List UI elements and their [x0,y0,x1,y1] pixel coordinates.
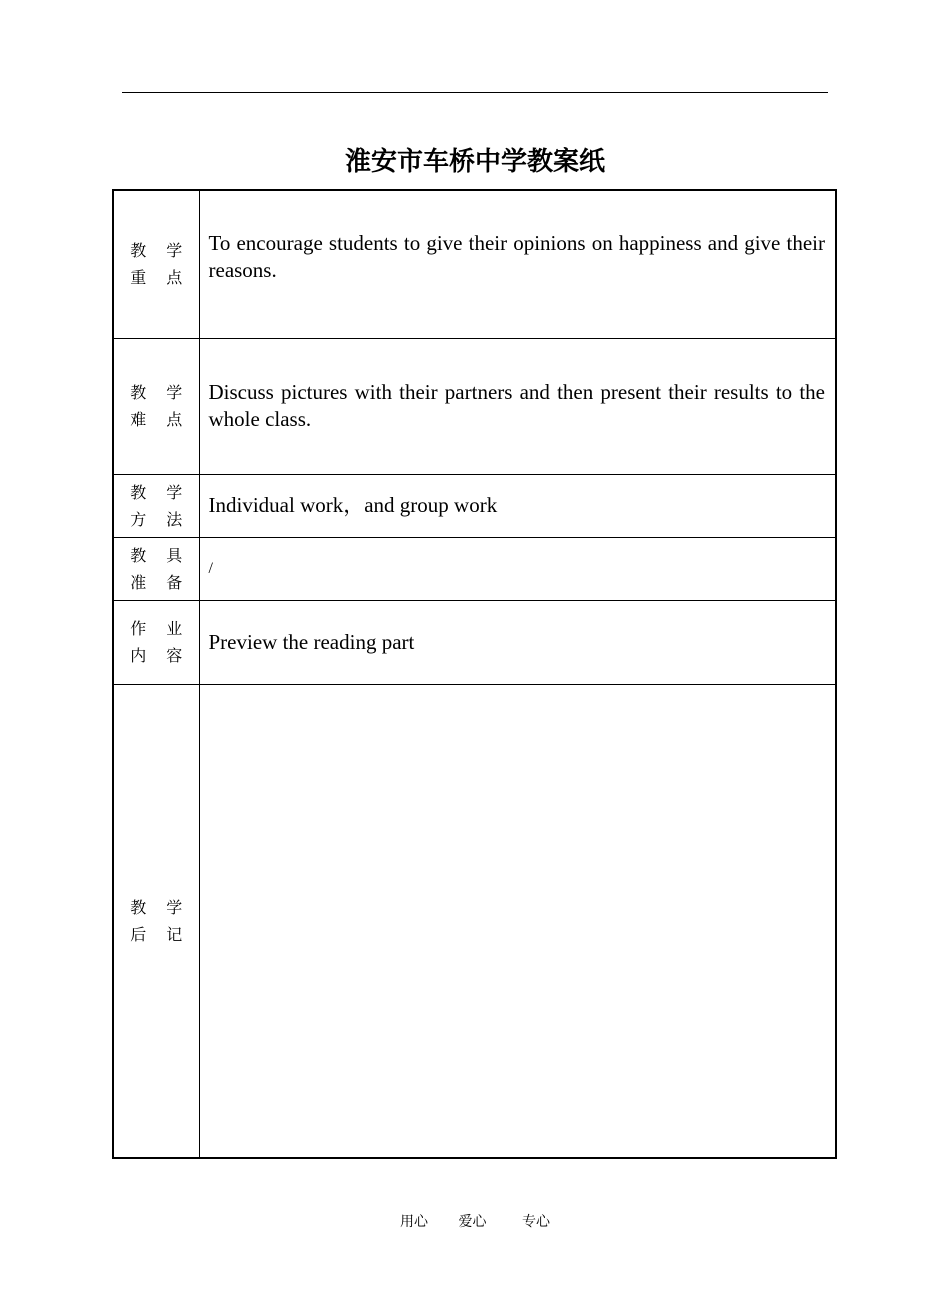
label-char: 法 [166,509,183,529]
table-row-reflection [113,684,836,1158]
label-char: 教 [130,545,147,565]
footer-word: 爱心 [458,1214,487,1230]
label-char: 学 [166,897,183,917]
label-char: 作 [130,619,147,638]
table-row-teaching-method [113,474,836,537]
label-char: 后 [130,924,147,944]
label-char: 点 [166,268,183,288]
label-char: 教 [130,482,147,502]
label-char: 准 [130,572,147,592]
label-char: 学 [166,383,183,402]
table-row-homework [113,600,836,684]
row-content: Preview the reading part [199,600,836,684]
table-row-teaching-aids [113,537,836,600]
row-label [113,684,199,1158]
row-label [113,190,199,338]
row-label [113,537,199,600]
label-char: 学 [166,241,183,261]
row-label [113,474,199,537]
row-label [113,600,199,684]
table-row-teaching-focus [113,190,836,338]
table-row-teaching-difficulty [113,338,836,474]
label-char: 学 [166,482,183,502]
row-content-empty [199,684,836,1158]
label-char: 重 [130,268,147,288]
footer-word: 专心 [521,1214,550,1230]
label-char: 点 [166,410,183,429]
label-char: 难 [130,410,147,429]
page-title: 淮安市车桥中学教案纸 [344,147,605,177]
label-char: 方 [130,509,147,529]
header-rule [122,92,828,93]
lesson-plan-table [112,189,837,1159]
label-char: 内 [130,646,147,665]
row-content: Discuss pictures with their partners and then present their results to the whole class. [199,338,836,474]
row-content: / [199,537,836,600]
label-char: 具 [166,545,183,565]
label-char: 教 [130,897,147,917]
label-char: 记 [166,924,183,944]
row-label [113,338,199,474]
label-char: 业 [166,619,183,638]
label-char: 教 [130,383,147,402]
row-content: Individual work，and group work [199,474,836,537]
footer-word: 用心 [400,1214,429,1230]
row-content: To encourage students to give their opinions on happiness and give their reasons. [199,190,836,338]
label-char: 教 [130,241,147,261]
label-char: 备 [166,572,183,592]
label-char: 容 [166,646,183,665]
footer-motto [0,1212,950,1232]
